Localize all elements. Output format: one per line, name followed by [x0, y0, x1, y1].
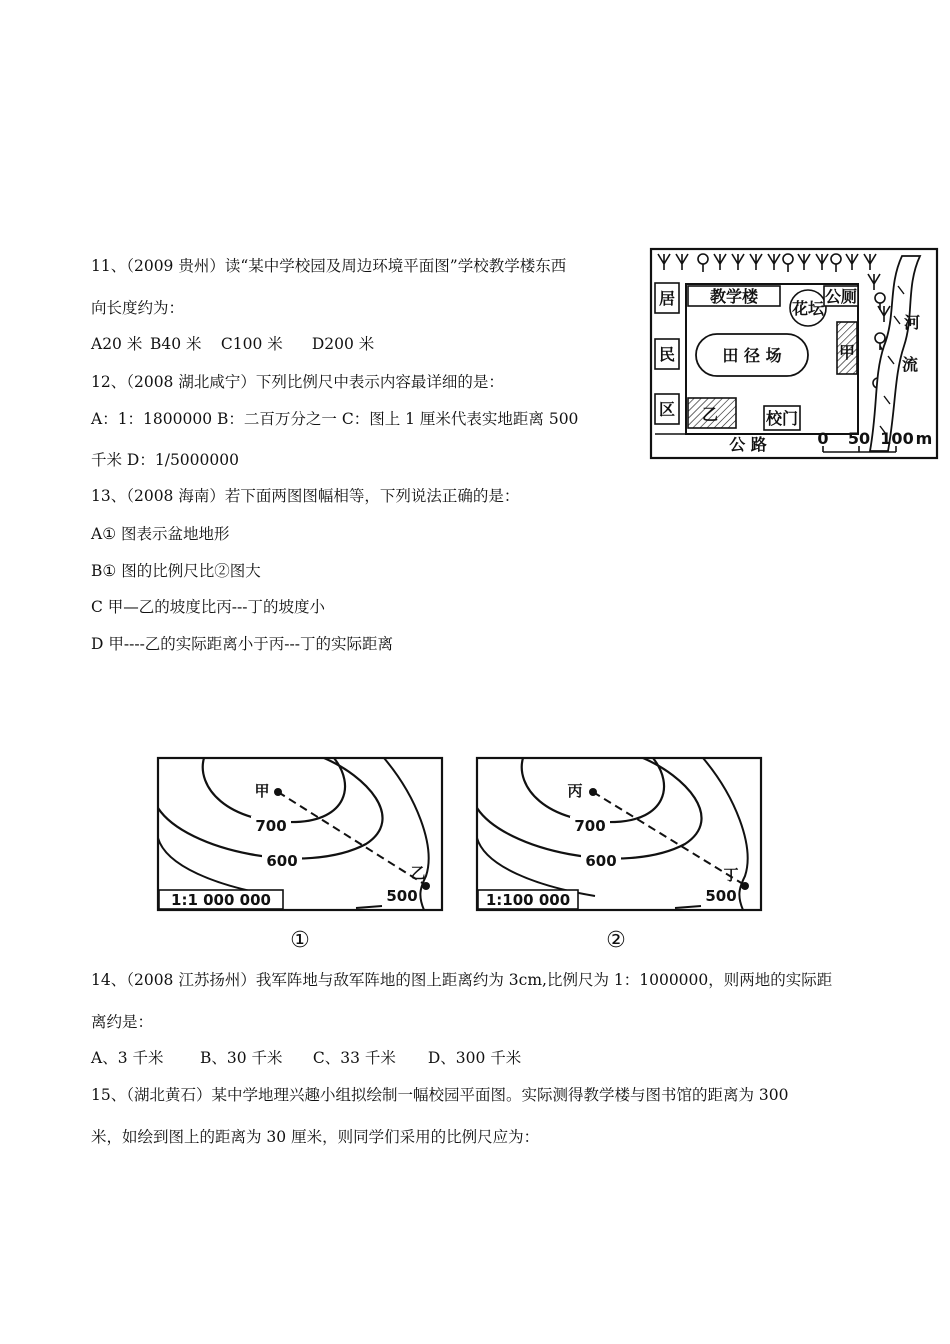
point-bing [589, 788, 597, 796]
contour-map-2-scale: 1:100 000 [485, 891, 571, 909]
school-gate-label: 校门 [765, 409, 799, 428]
contour-600-label: 600 [585, 852, 617, 870]
school-plan-map [648, 246, 940, 462]
q11-option-b: B40 米 [149, 335, 202, 353]
track-field-label: 田 径 场 [722, 346, 782, 365]
q11-option-a: A20 米 [91, 335, 143, 353]
point-bing-label: 丙 [567, 782, 583, 800]
q11-option-c: C100 米 [220, 335, 283, 353]
q14-stem-line2: 离约是： [91, 1013, 154, 1031]
river-label-1: 河 [903, 313, 921, 332]
q12-options-line2: 千米 D：1/5000000 [91, 451, 239, 469]
scale-tick-0: 0 [817, 429, 829, 448]
contour-map-1-scale: 1:1 000 000 [171, 891, 271, 909]
contour-map-1-caption: ① [290, 928, 310, 953]
q12-stem: 12、（2008 湖北咸宁）下列比例尺中表示内容最详细的是： [91, 373, 504, 391]
point-yi-label: 乙 [410, 864, 426, 882]
q14-stem-line1: 14、（2008 江苏扬州）我军阵地与敌军阵地的图上距离约为 3cm,比例尺为 1：1000000，则两地的实际距 [91, 971, 833, 989]
q14-option-b: B、30 千米 [199, 1049, 283, 1067]
contour-700-label: 700 [255, 817, 287, 835]
q14-option-c: C、33 千米 [312, 1049, 396, 1067]
building-jia-label: 甲 [838, 343, 856, 362]
q11-stem-line2: 向长度约为： [91, 299, 185, 317]
q11-option-d: D200 米 [311, 335, 375, 353]
point-yi [422, 882, 430, 890]
contour-map-2-caption: ② [606, 928, 626, 953]
contour-700-label: 700 [574, 817, 606, 835]
scale-tick-50: 50 [847, 429, 871, 448]
q13-option-a: A① 图表示盆地地形 [91, 525, 230, 543]
scale-unit: m [915, 429, 933, 448]
point-ding-label: 丁 [723, 866, 739, 884]
q15-stem-line2: 米，如绘到图上的距离为 30 厘米，则同学们采用的比例尺应为： [91, 1128, 540, 1146]
contour-500-label: 500 [386, 887, 418, 905]
contour-500-label: 500 [705, 887, 737, 905]
q12-options-line1: A：1：1800000 B：二百万分之一 C：图上 1 厘米代表实地距离 500 [91, 410, 579, 428]
scale-tick-100: 100 [880, 429, 914, 448]
point-jia [274, 788, 282, 796]
q13-option-d: D 甲----乙的实际距离小于丙---丁的实际距离 [91, 635, 394, 653]
residential-label-1: 居 [658, 289, 676, 308]
q13-option-b: B① 图的比例尺比②图大 [91, 562, 261, 580]
residential-label-2: 民 [658, 345, 676, 364]
toilet-label: 公厕 [824, 287, 858, 306]
teaching-building-label: 教学楼 [709, 287, 759, 306]
flower-bed-label: 花坛 [791, 299, 825, 318]
q11-stem-line1: 11、（2009 贵州）读“某中学校园及周边环境平面图”学校教学楼东西 [91, 257, 567, 275]
contour-map-1 [156, 756, 444, 914]
q14-option-d: D、300 千米 [427, 1049, 522, 1067]
q13-option-c: C 甲—乙的坡度比丙---丁的坡度小 [91, 598, 325, 616]
q14-options [91, 1048, 521, 1068]
residential-label-3: 区 [658, 400, 676, 419]
contour-map-2 [475, 756, 763, 914]
q14-option-a: A、3 千米 [91, 1049, 164, 1067]
road-label: 公 路 [729, 435, 767, 454]
point-jia-label: 甲 [254, 782, 270, 800]
point-ding [741, 882, 749, 890]
river-label-2: 流 [901, 355, 919, 374]
contour-600-label: 600 [266, 852, 298, 870]
q15-stem-line1: 15、（湖北黄石）某中学地理兴趣小组拟绘制一幅校园平面图。实际测得教学楼与图书馆的距离为 300 [91, 1086, 789, 1104]
building-yi-label: 乙 [701, 405, 719, 424]
q13-stem: 13、（2008 海南）若下面两图图幅相等，下列说法正确的是： [91, 487, 520, 505]
q11-options [91, 334, 374, 354]
